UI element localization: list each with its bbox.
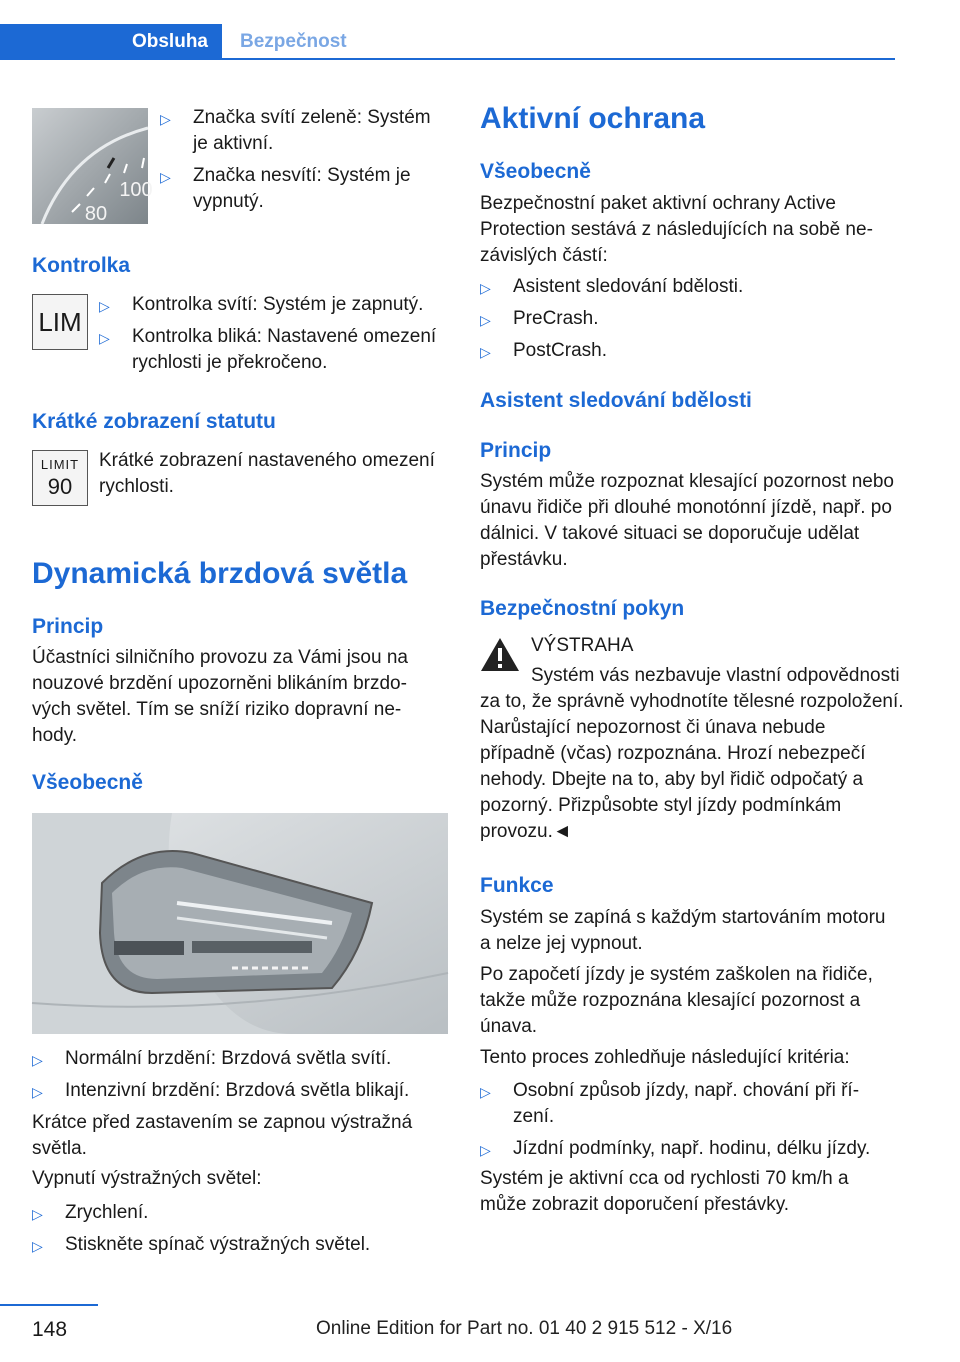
list-item: ▷ Intenzivní brzdění: Brzdová světla blikají. [32,1078,452,1104]
dyn-heading: Dynamická brzdová světla [32,557,408,590]
list-item: ▷ PostCrash. [480,338,900,364]
princip-text: Účastníci silničního provozu za Vámi jsou na nouzové brzdění upozorněni blikáním brzdových světel. Tím se sníží riziko dopravní nehody. [32,647,408,746]
list-item: ▷ Normální brzdění: Brzdová světla svítí. [32,1046,452,1072]
list-item: ▷ Asistent sledování bdělosti. [480,274,900,300]
list-item: ▷ Kontrolka svítí: Systém je zapnutý. [99,292,459,318]
asistent-heading: Asistent sledování bdělosti [480,389,752,412]
kontrolka-list [99,292,459,382]
list-item: ▷ Značka svítí zeleně: Systém je aktivní. [160,107,431,154]
header-tabs [0,24,895,60]
triangle-bullet-icon: ▷ [160,111,171,127]
princip-heading: Princip [32,615,104,638]
status-list [160,105,450,221]
vypnuti-list [32,1200,452,1264]
page-number: 148 [32,1318,68,1341]
footer-divider [0,1304,98,1306]
vseobecne-text: Bezpečnostní paket aktivní ochrany Active Protection sestává z následujících na sobě nezávislých částí: [480,193,873,266]
list-item: ▷ PreCrash. [480,306,900,332]
brake-list [32,1046,452,1110]
warning-text: Systém vás nezbavuje vlastní odpovědnosti za to, že správně vyhodnotíte tělesné rozpoložení. Narůstající nepozornost či únava nebude případně (včas) rozpoznána. Hrozí nebezpečí nehody. Dbejte na to, aby byl řidič odpočatý a pozorný. Přizpůsobte styl jízdy podmínkám provozu.◄ [480,665,904,842]
triangle-bullet-icon: ▷ [99,330,110,346]
speedo-label-80: 80 [84,203,108,225]
limit-90-icon: LIMIT 90 [32,450,88,506]
princip-heading-right: Princip [480,439,552,462]
triangle-bullet-icon: ▷ [480,344,491,360]
funkce-text-3: Tento proces zohledňuje následující kritéria: [480,1047,850,1068]
tab-obsluha[interactable]: Obsluha [0,24,222,60]
pokyn-heading: Bezpečnostní pokyn [480,597,685,620]
vypnuti-text: Vypnutí výstražných světel: [32,1168,262,1189]
aktivni-heading: Aktivní ochrana [480,102,706,135]
warning-title: VÝSTRAHA [531,635,634,656]
triangle-bullet-icon: ▷ [480,1142,491,1158]
funkce-text-4: Systém je aktivní cca od rychlosti 70 km/h a může zobrazit doporučení přestávky. [480,1168,849,1215]
list-item: ▷ Zrychlení. [32,1200,452,1226]
speedo-label-100: 100 [119,179,153,201]
triangle-bullet-icon: ▷ [32,1052,43,1068]
list-item: ▷ Značka nesvítí: Systém je vypnutý. [160,165,411,212]
taillight-image [32,813,448,1034]
funkce-heading: Funkce [480,874,554,897]
list-item: ▷ Stiskněte spínač výstražných světel. [32,1232,452,1258]
vseobecne-heading-left: Všeobecně [32,771,143,794]
lim-indicator-icon: LIM [32,294,88,350]
funkce-text-1: Systém se zapíná s každým startováním motoru a nelze jej vypnout. [480,907,886,954]
criteria-list [480,1078,880,1168]
vseobecne-heading-right: Všeobecně [480,160,591,183]
triangle-bullet-icon: ▷ [99,298,110,314]
kontrolka-heading: Kontrolka [32,254,131,277]
edition-footer: Online Edition for Part no. 01 40 2 915 512 - X/16 [316,1318,733,1339]
list-item: ▷ Kontrolka bliká: Nastavené omezení rychlosti je překročeno. [99,326,437,373]
triangle-bullet-icon: ▷ [480,312,491,328]
parts-list [480,274,900,370]
tab-bezpecnost[interactable]: Bezpečnost [240,31,347,52]
kratce-text: Krátce před zastavením se zapnou výstražná světla. [32,1112,413,1159]
kratke-text: Krátké zobrazení nastaveného omezení rychlosti. [99,450,435,497]
list-item: ▷ Osobní způsob jízdy, např. chování při řízení. [480,1080,860,1127]
princip-text-right: Systém může rozpoznat klesající pozornost nebo únavu řidiče při dlouhé monotónní jízdě, např. po dálnici. V takové situaci se doporučuje udělat přestávku. [480,471,894,570]
triangle-bullet-icon: ▷ [32,1206,43,1222]
list-item: ▷ Jízdní podmínky, např. hodinu, délku jízdy. [480,1136,880,1162]
triangle-bullet-icon: ▷ [160,169,171,185]
triangle-bullet-icon: ▷ [32,1084,43,1100]
speedometer-image [32,108,153,225]
header-divider [0,58,895,60]
funkce-text-2: Po započetí jízdy je systém zaškolen na řidiče, takže může rozpoznána klesající pozornost a únava. [480,964,873,1037]
triangle-bullet-icon: ▷ [480,280,491,296]
triangle-bullet-icon: ▷ [480,1084,491,1100]
triangle-bullet-icon: ▷ [32,1238,43,1254]
kratke-heading: Krátké zobrazení statutu [32,410,276,433]
